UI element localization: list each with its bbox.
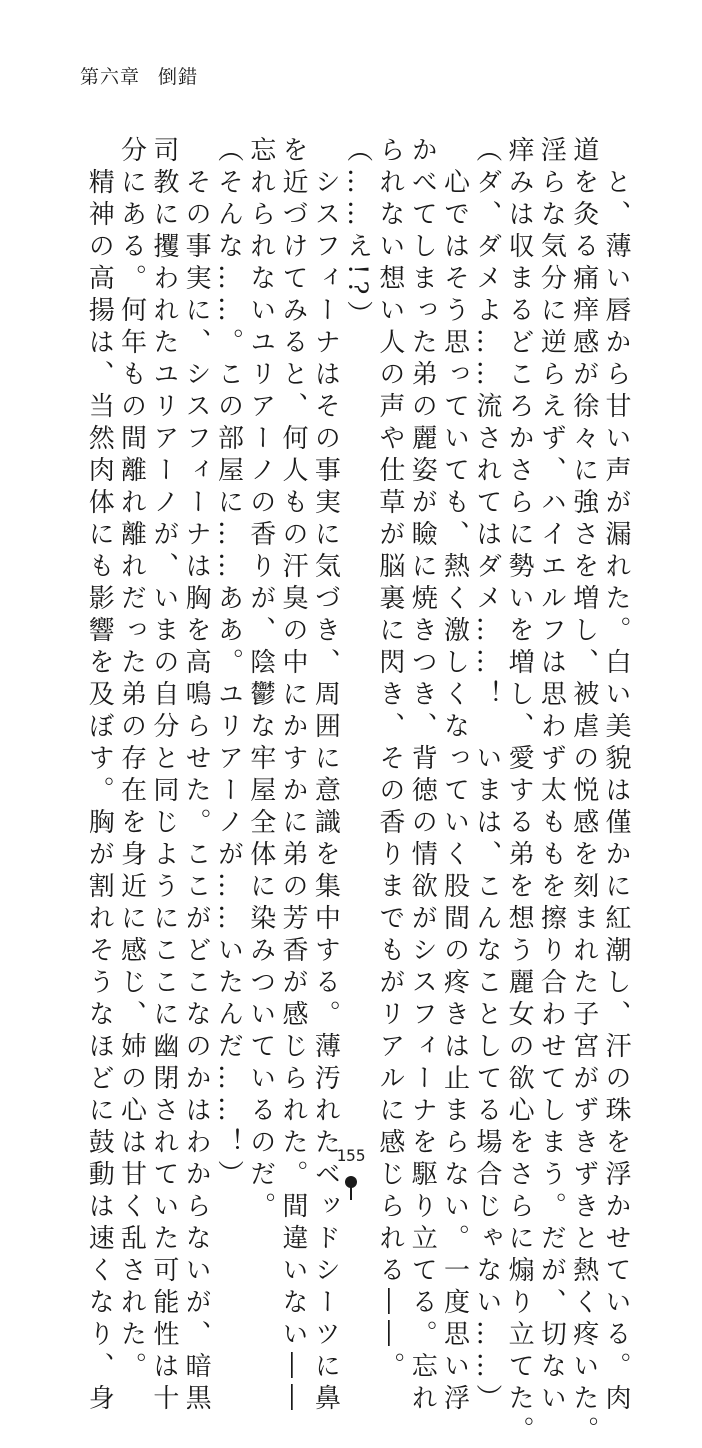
text-column: 心ではそう思っていても、熱く激しくなっていく股間の疼きは止まらない。一度思い浮 xyxy=(439,168,470,1416)
text-column: 分にある。何年もの間離れ離れだった弟の存在を身近に感じ、姉の心は甘く乱された。 xyxy=(116,136,147,1384)
text-column: と、薄い唇から甘い声が漏れた。白い美貌は僅かに紅潮し、汗の珠を浮かせている。肉 xyxy=(601,168,631,1416)
page-number: 155 xyxy=(336,1146,366,1165)
chapter-number: 第六章 xyxy=(80,66,141,88)
text-column: （そんな……。この部屋に……ああ。ユリアーノが……いたんだ……！） xyxy=(213,136,244,1192)
text-column: （ダ、ダメよ……流されてはダメ……！ いまは、こんなことしてる場合じゃない……） xyxy=(471,136,502,1416)
text-column: 精神の高揚は、当然肉体にも影響を及ぼす。胸が割れそうなほどに鼓動は速くなり、身 xyxy=(84,168,115,1416)
text-column: を近づけてみると、何人もの汗臭の中にかすかに弟の芳香が感じられた。間違いない―― xyxy=(278,136,309,1416)
text-column: その事実に、シスフィーナは胸を高鳴らせた。ここがどこなのかはわからないが、暗黒 xyxy=(181,168,212,1416)
text-column: られない想い人の声や仕草が脳裏に閃き、その香りまでもがリアルに感じられる――。 xyxy=(374,136,405,1384)
text-column: シスフィーナはその事実に気づき、周囲に意識を集中する。薄汚れたベッドシーツに鼻 xyxy=(310,168,341,1416)
text-column: 淫らな気分に逆らえず、ハイエルフは思わず太ももを擦り合わせてしまう。だが、切ない xyxy=(536,136,567,1416)
text-column: （……え!?） xyxy=(342,136,373,333)
chapter-title: 倒錯 xyxy=(158,66,199,88)
text-column: 司教に攫われたユリアーノが、いまの自分と同じようにここに幽閉されていた可能性は十 xyxy=(148,136,179,1416)
page-marker-line xyxy=(350,1186,352,1200)
text-column: 忘れられないユリアーノの香りが、陰鬱な牢屋全体に染みついているのだ。 xyxy=(245,136,276,1224)
text-column: 痒みは収まるどころかさらに勢いを増し、愛する弟を想う麗女の欲心をさらに煽り立てた。 xyxy=(504,136,535,1448)
text-column: 道を灸る痛痒感が徐々に強さを増し、被虐の悦感を刻まれた子宮がずきずきと熱く疼いた。 xyxy=(568,136,599,1448)
text-column: かべてしまった弟の麗姿が瞼に焼きつき、背徳の情欲がシスフィーナを駆り立てる。忘れ xyxy=(407,136,438,1416)
running-head xyxy=(80,62,198,89)
